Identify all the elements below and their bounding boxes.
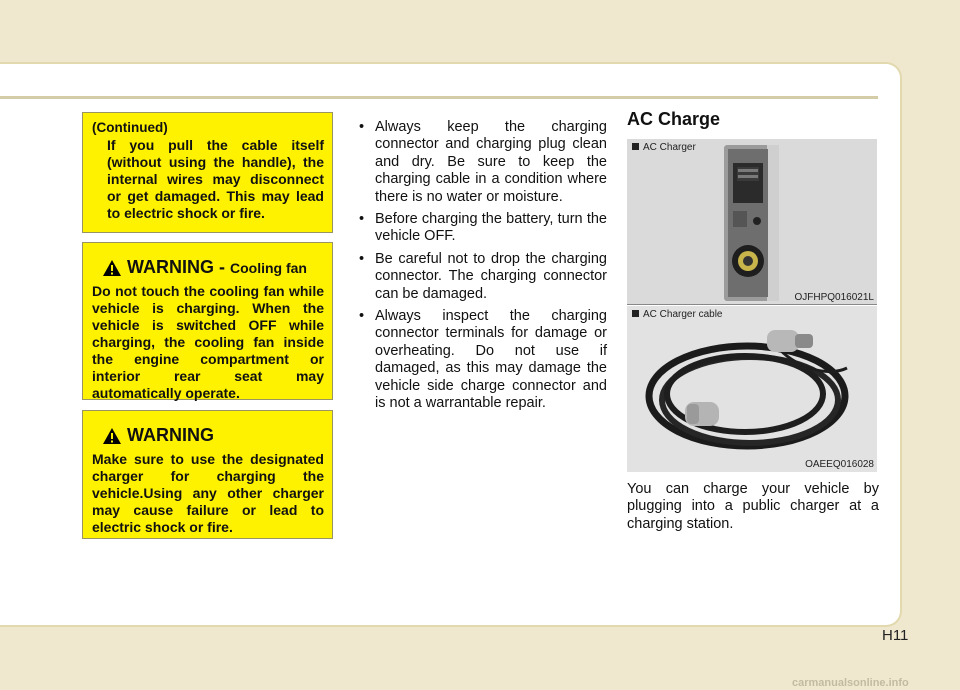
warning-subtitle: Cooling fan [230,260,307,276]
ac-charger-cable-figure [627,306,877,472]
ac-charge-description: You can charge your vehicle by plugging into a public charger at a charging station. [627,481,879,532]
figure-caption: AC Charger cable [632,309,722,320]
ac-charger-cable-illustration [627,306,877,472]
list-item: • Always keep the charging connector and charging plug clean and dry. Be sure to keep the charging cable in a condition where there is no water or moisture. [359,119,607,205]
warning-text: Make sure to use the designated charger for charging the vehicle.Using any other charger may cause failure or lead to electric shock or fire. [92,451,324,535]
figure-code: OJFHPQ016021L [794,292,874,303]
warning-header [92,417,324,445]
continued-warning-box [82,112,333,233]
warning-title: WARNING [127,425,214,445]
charger-warning-box [82,410,333,539]
square-bullet-icon [632,310,639,317]
list-item: • Before charging the battery, turn the vehicle OFF. [359,211,607,245]
cooling-fan-warning-box [82,242,333,400]
square-bullet-icon [632,143,639,150]
list-item: • Always inspect the charging connector terminals for damage or overheating. Do not use if damaged, as this may damage the vehicle side charge connector and is not a warrantable repair. [359,308,607,412]
header-rule [0,96,878,99]
list-item: • Be careful not to drop the charging connector. The charging connector can be damaged. [359,250,607,302]
page-number: H11 [882,627,909,644]
warning-title: WARNING - [127,257,225,277]
figure-divider [627,304,877,305]
figure-code: OAEEQ016028 [805,459,874,470]
figure-caption: AC Charger [632,142,696,153]
ac-charger-illustration [627,139,877,305]
ac-charger-figure [627,139,877,305]
watermark-text: carmanualsonline.info [792,677,909,689]
section-title: AC Charge [627,109,721,129]
continued-text: If you pull the cable itself (without using the handle), the internal wires may disconnect or get damaged. This may lead to electric shock or fire. [107,137,324,221]
warning-text: Do not touch the cooling fan while vehicle is charging. When the vehicle is switched OFF while charging, the cooling fan inside the engine compartment or interior rear seat may automatically operate. [92,283,324,401]
precaution-list [355,119,607,418]
warning-triangle-icon [102,427,122,445]
continued-title: (Continued) [92,120,168,135]
warning-header [92,249,324,277]
warning-triangle-icon [102,259,122,277]
